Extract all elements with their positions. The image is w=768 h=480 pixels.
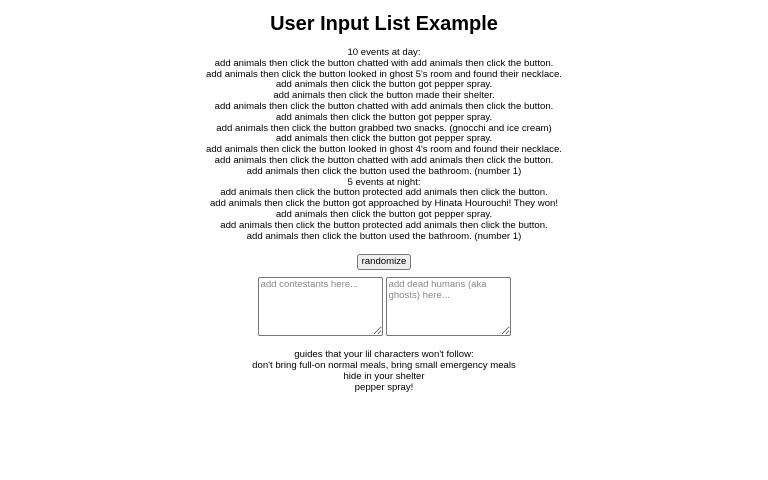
guide-item: hide in your shelter (343, 370, 425, 382)
input-row (0, 277, 768, 336)
guides-header: guides that your lil characters won't follow: (294, 349, 474, 361)
event-item: add animals then click the button protected add animals then click the button. (220, 219, 548, 231)
event-item: add animals then click the button looked in ghost 4's room and found their necklace. (206, 144, 562, 156)
event-item: add animals then click the button got pepper spray. (275, 133, 493, 145)
night-events-header: 5 events at night: (347, 176, 421, 188)
page-title: User Input List Example (270, 13, 498, 35)
event-item: add animals then click the button chatted with add animals then click the button. (214, 154, 554, 166)
event-item: add animals then click the button got pepper spray. (275, 79, 493, 91)
event-item: add animals then click the button grabbed two snacks. (gnocchi and ice cream) (216, 122, 552, 134)
event-item: add animals then click the button used the bathroom. (number 1) (246, 230, 522, 242)
day-events-header: 10 events at day: (347, 47, 421, 58)
event-item: add animals then click the button made their shelter. (273, 90, 495, 102)
event-item: add animals then click the button used the bathroom. (number 1) (246, 165, 522, 177)
event-log (0, 48, 768, 242)
event-item: add animals then click the button protected add animals then click the button. (220, 187, 548, 199)
event-item: add animals then click the button got pepper spray. (275, 111, 493, 123)
randomize-button[interactable]: randomize (357, 254, 412, 270)
contestants-input[interactable] (258, 277, 383, 336)
event-item: add animals then click the button looked in ghost 5's room and found their necklace. (206, 68, 562, 80)
event-item: add animals then click the button chatted with add animals then click the button. (214, 57, 554, 69)
event-item: add animals then click the button got approached by Hinata Hourouchi! They won! (209, 198, 559, 210)
button-row (0, 251, 768, 267)
event-item: add animals then click the button got pepper spray. (275, 208, 493, 220)
ghosts-input[interactable] (386, 277, 511, 336)
guides-list (0, 350, 768, 393)
guide-item: pepper spray! (354, 381, 414, 393)
event-item: add animals then click the button chatted with add animals then click the button. (214, 100, 554, 112)
guide-item: don't bring full-on normal meals, bring small emergency meals (252, 360, 516, 372)
